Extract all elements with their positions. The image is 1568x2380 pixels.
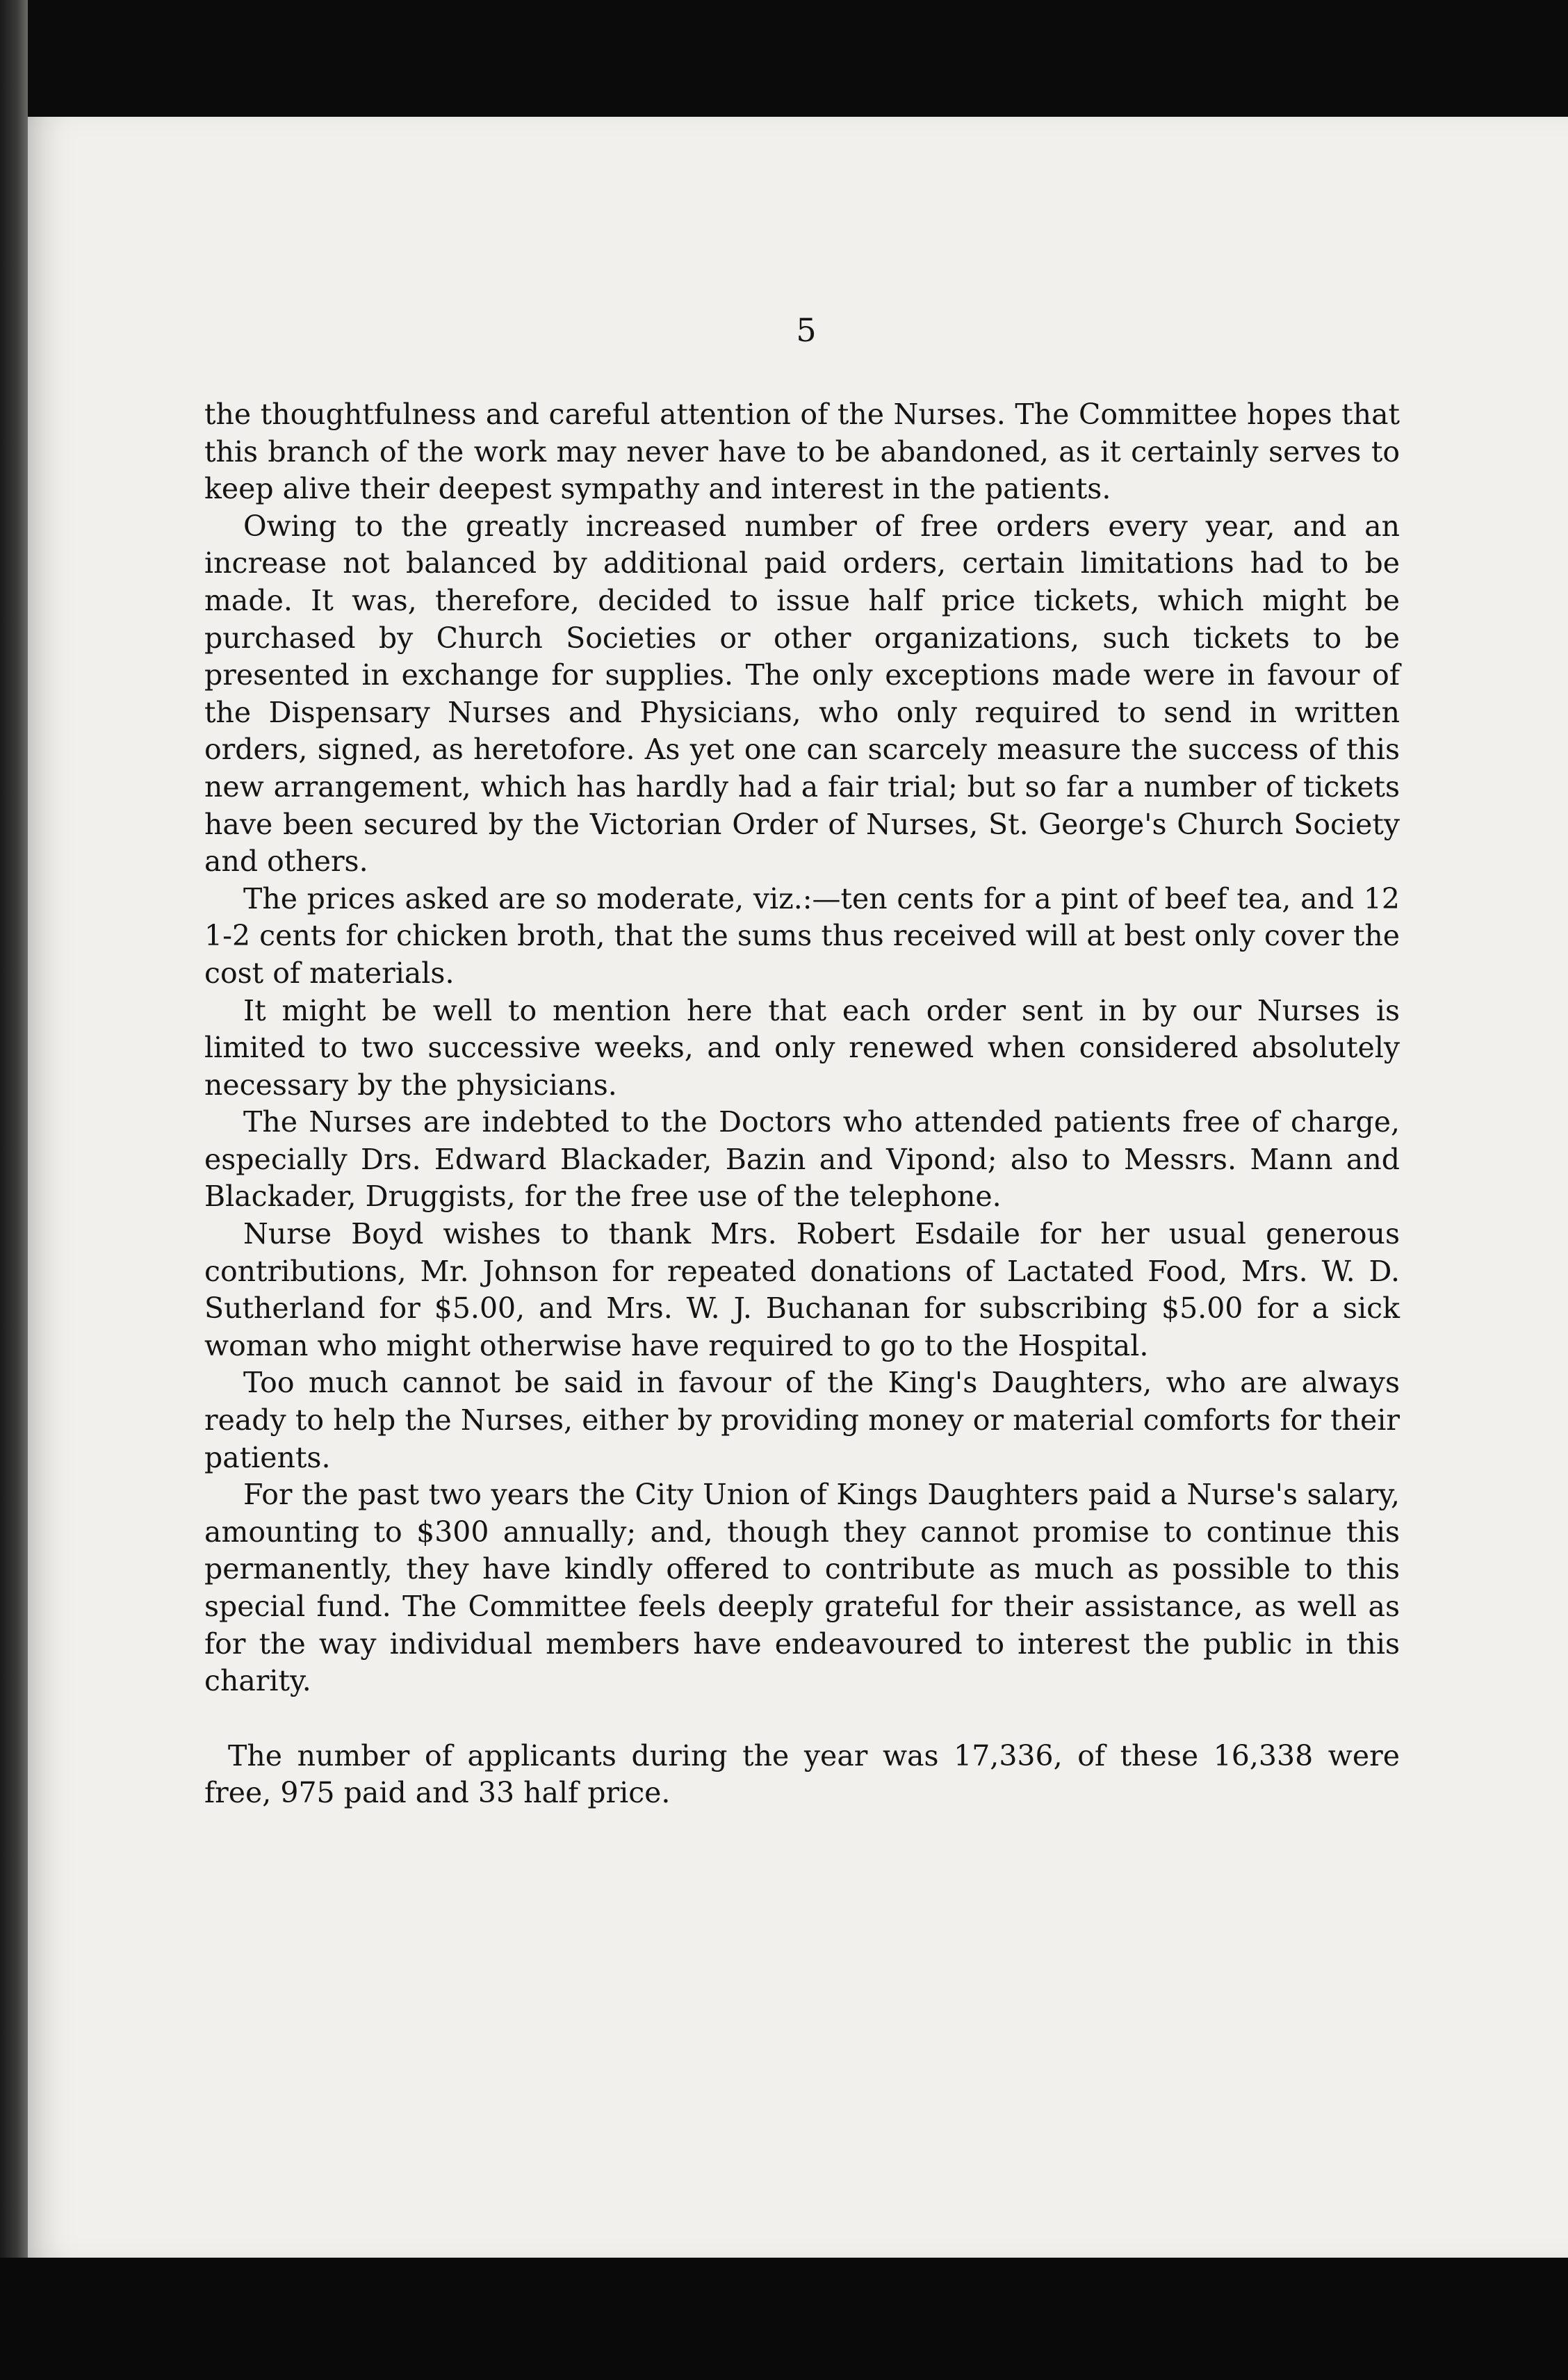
paragraph-4: It might be well to mention here that each order sent in by our Nurses is limited to two successive weeks, and only renewed when considered absolutely necessary by the physicians. [204,993,1400,1102]
paragraph-6: Nurse Boyd wishes to thank Mrs. Robert Esdaile for her usual generous contributions, Mr. Johnson for repeated donations of Lactated Food, Mrs. W. D. Sutherland for $5.00, and Mrs. W. J. Buchanan for subscribing $5.00 for a sick woman who might otherwise have required to go to the Hospital. [204,1217,1400,1362]
paragraph-7: Too much cannot be said in favour of the King's Daughters, who are always ready to help the Nurses, either by providing money or material comforts for their patients. [204,1366,1400,1474]
paragraph-2: Owing to the greatly increased number of free orders every year, and an increase not balanced by additional paid orders, certain limitations had to be made. It was, therefore, decided to issue half price tickets, which might be purchased by Church Societies or other organizations, such tickets to be presented in exchange for supplies. The only exceptions made were in favour of the Dispensary Nurses and Physicians, who only required to send in written orders, signed, as heretofore. As yet one can scarcely measure the success of this new arrangement, which has hardly had a fair trial; but so far a number of tickets have been secured by the Victorian Order of Nurses, St. George's Church Society and others. [204,509,1400,879]
applicants-summary: The number of applicants during the year was 17,336, of these 16,338 were free, 975 paid and 33 half price. [204,1738,1400,1810]
scan-left-edge [0,0,28,2380]
page-number: 5 [796,311,817,349]
paragraph-1: the thoughtfulness and careful attention of the Nurses. The Committee hopes that this branch of the work may never have to be abandoned, as it certainly serves to keep alive their deepest sympathy and interest in the patients. [204,398,1400,506]
paragraph-3: The prices asked are so moderate, viz.:—ten cents for a pint of beef tea, and 12 1-2 cents for chicken broth, that the sums thus received will at best only cover the cost of materials. [204,881,1400,990]
scan-bottom-edge [0,2258,1568,2380]
paragraph-5: The Nurses are indebted to the Doctors who attended patients free of charge, especially Drs. Edward Blackader, Bazin and Vipond; also to Messrs. Mann and Blackader, Druggists, for the free use of the telephone. [204,1105,1400,1214]
body-text [204,396,1400,1812]
paragraph-8: For the past two years the City Union of Kings Daughters paid a Nurse's salary, amounting to $300 annually; and, though they cannot promise to continue this permanently, they have kindly offered to contribute as much as possible to this special fund. The Committee feels deeply grateful for their assistance, as well as for the way individual members have endeavoured to interest the public in this charity. [204,1478,1400,1698]
